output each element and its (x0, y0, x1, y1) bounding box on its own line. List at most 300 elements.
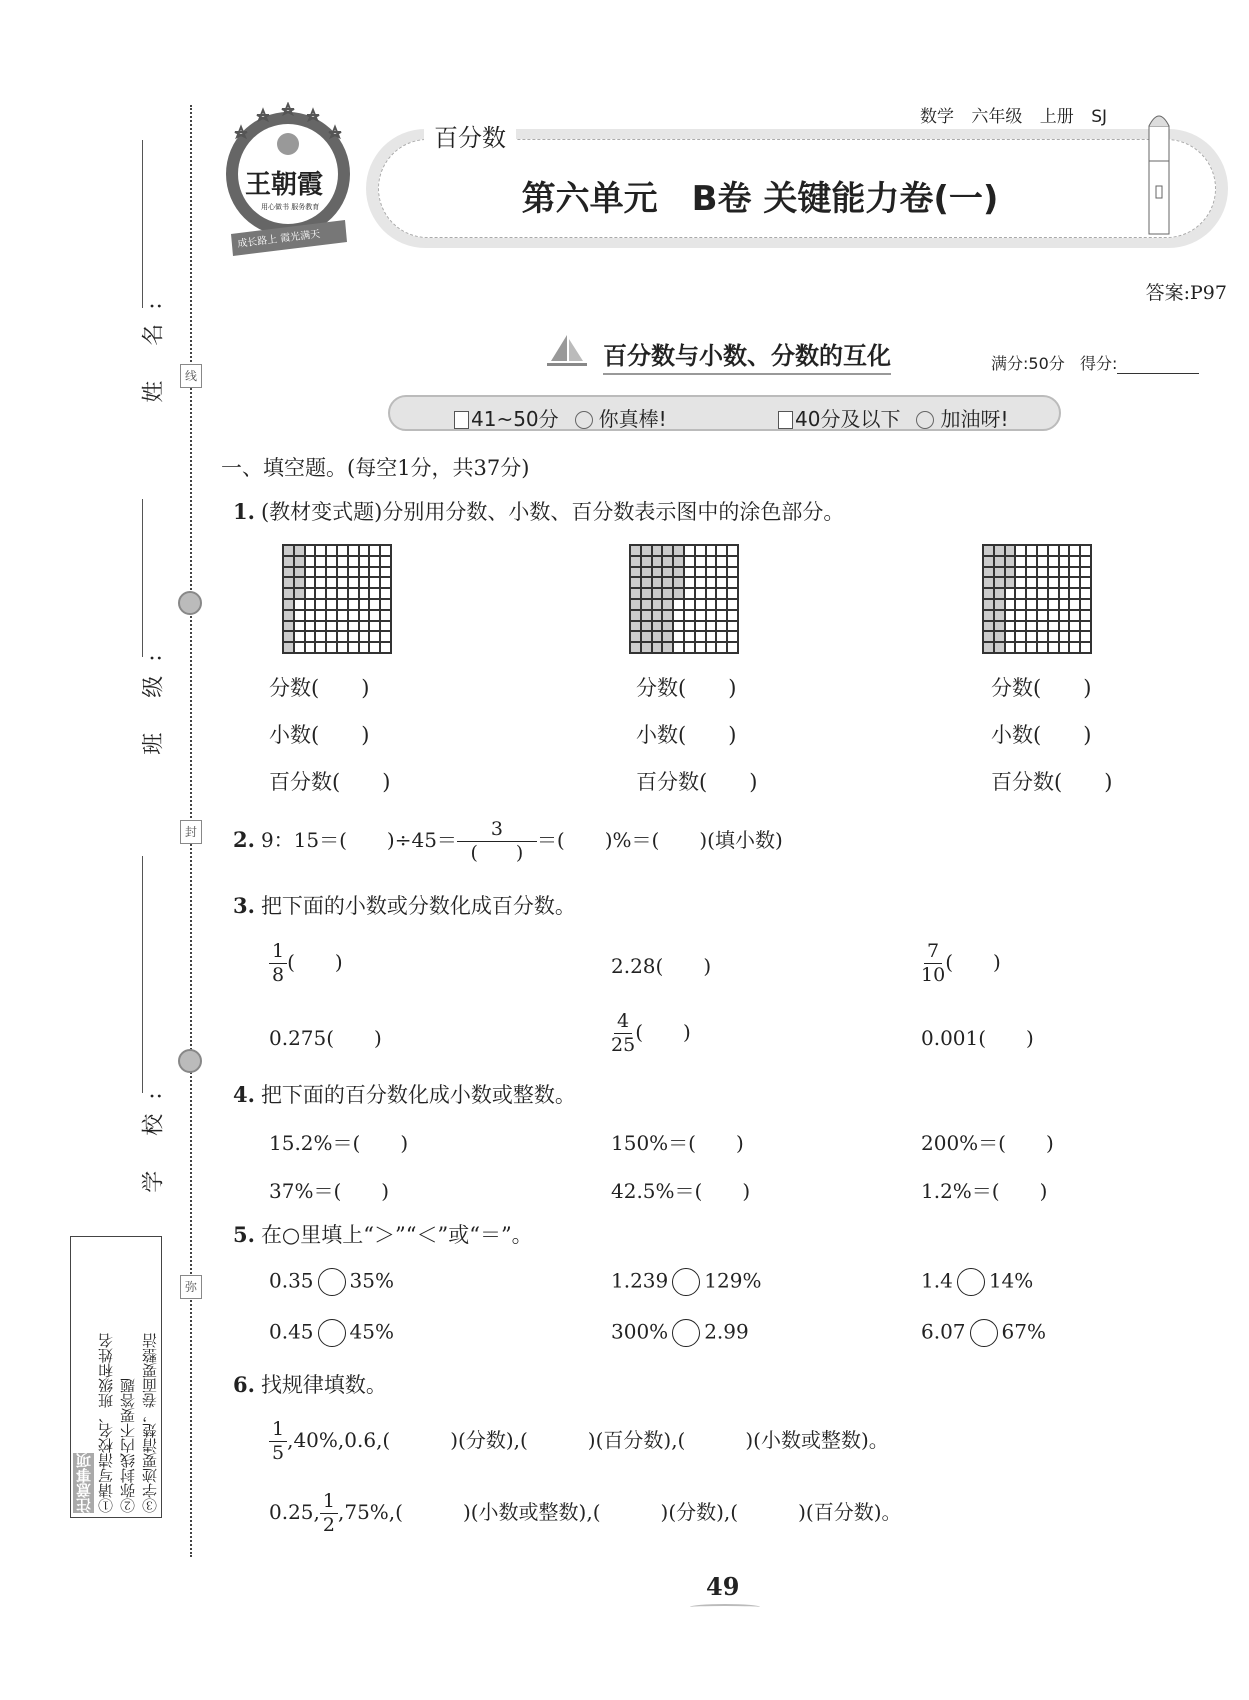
compare-circle[interactable] (672, 1319, 700, 1347)
logo-name: 王朝霞 (245, 170, 324, 200)
grid-cell (695, 567, 706, 578)
grid-cell (706, 545, 717, 556)
brand-logo (221, 102, 355, 262)
grid-cell (380, 599, 391, 610)
grid-cell (1015, 610, 1026, 621)
grid-cell (695, 545, 706, 556)
cheer-face-icon (916, 411, 934, 429)
answer-blank[interactable]: 2.28( ) (611, 954, 712, 978)
grid-cell (684, 642, 695, 653)
grid-cell (1026, 610, 1037, 621)
class-field[interactable] (142, 499, 143, 657)
grid-cell (1069, 567, 1080, 578)
grid-cell (326, 567, 337, 578)
grid-cell (348, 621, 359, 632)
right-value: 129% (704, 1268, 762, 1293)
grid-cell (727, 610, 738, 621)
grid-cell (1080, 577, 1091, 588)
grid-cell (1005, 556, 1016, 567)
grid-cell (727, 631, 738, 642)
grid-cell (1005, 610, 1016, 621)
grid-cell (983, 642, 994, 653)
grid-cell (641, 567, 652, 578)
grid-cell (673, 588, 684, 599)
full-score: 满分:50分 (991, 354, 1065, 373)
grid-cell (983, 588, 994, 599)
grid-cell (684, 577, 695, 588)
rating-low-message: 加油呀! (940, 407, 1009, 431)
conversion-item (921, 940, 1001, 987)
compare-circle[interactable] (672, 1268, 700, 1296)
rating-low-checkbox[interactable] (778, 411, 793, 429)
grid-cell (337, 631, 348, 642)
answer-fraction[interactable]: 分数( ) (991, 676, 1092, 700)
class-label: 班 级: (141, 640, 167, 755)
grid-cell (1048, 545, 1059, 556)
grid-cell (983, 556, 994, 567)
grid-cell (315, 556, 326, 567)
grid-cell (1037, 556, 1048, 567)
grid-cell (1026, 631, 1037, 642)
grid-cell (326, 642, 337, 653)
grid-cell (283, 588, 294, 599)
grid-cell (1005, 545, 1016, 556)
pattern-row (269, 1418, 889, 1465)
compare-item (921, 1268, 1033, 1296)
grid-cell (716, 599, 727, 610)
compare-item (921, 1319, 1046, 1347)
grid-cell (337, 588, 348, 599)
grid-cell (662, 588, 673, 599)
grid-cell (706, 621, 717, 632)
answer-decimal[interactable]: 小数( ) (636, 723, 737, 747)
compare-item (269, 1268, 394, 1296)
note-item: ③字迹要清楚，卷面要整洁 (141, 1333, 159, 1513)
grid-cell (1037, 642, 1048, 653)
grid-cell (716, 556, 727, 567)
grid-cell (337, 642, 348, 653)
answer-blank[interactable]: 15.2%＝( ) (269, 1131, 409, 1155)
denominator: 2 (322, 1513, 335, 1536)
grid-cell (994, 556, 1005, 567)
grid-cell (305, 642, 316, 653)
grid-cell (716, 610, 727, 621)
grid-cell (1037, 577, 1048, 588)
grid-cell (1015, 545, 1026, 556)
score-info (991, 351, 1199, 374)
numerator: 1 (320, 1490, 338, 1514)
grid-cell (1026, 567, 1037, 578)
numerator: 3 (457, 818, 537, 842)
section-title: 百分数与小数、分数的互化 (603, 336, 891, 375)
grid-cell (684, 631, 695, 642)
grid-cell (326, 621, 337, 632)
grid-cell (1048, 642, 1059, 653)
grid-cell (380, 588, 391, 599)
grid-cell (706, 567, 717, 578)
page-title: 第六单元 B卷 关键能力卷(一) (521, 179, 999, 219)
score-label: 得分: (1080, 354, 1118, 373)
grid-cell (706, 599, 717, 610)
grid-cell (305, 556, 316, 567)
hundred-grid (629, 544, 739, 654)
grid-cell (673, 599, 684, 610)
school-field[interactable] (142, 856, 143, 1093)
grid-cell (283, 567, 294, 578)
grid-cell (716, 545, 727, 556)
answer-decimal[interactable]: 小数( ) (269, 723, 370, 747)
grid-cell (294, 621, 305, 632)
grid-cell (294, 556, 305, 567)
grid-cell (380, 610, 391, 621)
grid-cell (652, 588, 663, 599)
grid-cell (630, 567, 641, 578)
grid-cell (716, 631, 727, 642)
conversion-item (269, 940, 343, 987)
grid-cell (673, 577, 684, 588)
grid-cell (369, 621, 380, 632)
grid-cell (695, 631, 706, 642)
grid-cell (983, 567, 994, 578)
smiley-icon (178, 1049, 202, 1073)
grid-cell (994, 577, 1005, 588)
rating-high-message: 你真棒! (598, 407, 667, 431)
grid-cell (994, 621, 1005, 632)
conversion-item (611, 1010, 691, 1057)
grid-cell (673, 556, 684, 567)
grid-cell (716, 588, 727, 599)
pattern-start: 0.25, (269, 1499, 320, 1524)
grid-cell (1059, 567, 1070, 578)
grid-cell (326, 577, 337, 588)
grid-cell (727, 642, 738, 653)
grid-cell (369, 577, 380, 588)
answer-decimal[interactable]: 小数( ) (991, 723, 1092, 747)
pattern-sequence[interactable]: ,40%,0.6,( )(分数),( )(百分数),( )(小数或整数)。 (287, 1427, 889, 1452)
answer-percent[interactable]: 百分数( ) (991, 770, 1113, 794)
grid-cell (337, 577, 348, 588)
topic-label: 百分数 (424, 118, 516, 153)
question-text: (教材变式题)分别用分数、小数、百分数表示图中的涂色部分。 (260, 500, 845, 524)
grid-cell (1059, 556, 1070, 567)
grid-cell (1005, 599, 1016, 610)
grid-cell (1037, 567, 1048, 578)
answer-blank[interactable]: 9：15＝( )÷45＝ (260, 827, 457, 852)
grid-cell (326, 599, 337, 610)
grid-cell (1037, 545, 1048, 556)
grid-cell (1080, 621, 1091, 632)
compare-circle[interactable] (318, 1319, 346, 1347)
grid-cell (348, 556, 359, 567)
answer-blank[interactable]: 37%＝( ) (269, 1179, 390, 1203)
grid-cell (641, 556, 652, 567)
grid-cell (673, 567, 684, 578)
grid-cell (326, 545, 337, 556)
numerator: 1 (269, 940, 287, 964)
answer-blank[interactable]: ＝( )%＝( )(填小数) (536, 827, 783, 852)
grid-cell (1069, 577, 1080, 588)
grid-cell (359, 631, 370, 642)
grid-cell (380, 545, 391, 556)
grid-cell (1048, 567, 1059, 578)
question-number: 2. (233, 826, 255, 852)
grid-cell (662, 577, 673, 588)
grid-cell (305, 545, 316, 556)
grid-cell (695, 610, 706, 621)
answer-blank[interactable]: ( ) (945, 949, 1001, 974)
seal-marker: 线 (180, 364, 202, 388)
grid-cell (369, 599, 380, 610)
answer-percent[interactable]: 百分数( ) (636, 770, 758, 794)
grid-cell (652, 599, 663, 610)
grid-cell (652, 567, 663, 578)
grid-cell (1069, 610, 1080, 621)
grid-cell (684, 588, 695, 599)
answer-fraction[interactable]: 分数( ) (269, 676, 370, 700)
grid-cell (630, 599, 641, 610)
grid-cell (1069, 599, 1080, 610)
grid-cell (326, 556, 337, 567)
denominator: 10 (921, 963, 946, 986)
smiley-icon (575, 411, 593, 429)
grid-cell (1069, 588, 1080, 599)
grid-cell (727, 577, 738, 588)
pattern-sequence[interactable]: ,75%,( )(小数或整数),( )(分数),( )(百分数)。 (337, 1499, 902, 1524)
grid-cell (1015, 642, 1026, 653)
denominator-blank[interactable]: ( ) (470, 841, 524, 864)
grid-cell (673, 545, 684, 556)
grid-cell (1005, 642, 1016, 653)
grid-cell (1059, 545, 1070, 556)
grid-cell (348, 588, 359, 599)
grid-cell (641, 588, 652, 599)
grid-cell (283, 610, 294, 621)
grid-cell (315, 610, 326, 621)
grid-cell (684, 610, 695, 621)
grid-cell (1080, 556, 1091, 567)
answer-blank[interactable]: ( ) (287, 949, 343, 974)
conversion-item (921, 1022, 1034, 1051)
grid-cell (326, 588, 337, 599)
grid-cell (662, 642, 673, 653)
grid-cell (652, 610, 663, 621)
compare-circle[interactable] (318, 1268, 346, 1296)
grid-cell (641, 610, 652, 621)
answer-fraction[interactable]: 分数( ) (636, 676, 737, 700)
note-item: ①请写清校名、班级和姓名 (97, 1333, 115, 1513)
grid-cell (994, 610, 1005, 621)
left-value: 0.45 (269, 1319, 314, 1344)
compare-item (269, 1319, 394, 1347)
grid-cell (641, 599, 652, 610)
grid-cell (359, 545, 370, 556)
grid-cell (305, 621, 316, 632)
grid-cell (1059, 621, 1070, 632)
answer-blank[interactable]: 150%＝( ) (611, 1131, 744, 1155)
grid-cell (706, 631, 717, 642)
grid-cell (294, 567, 305, 578)
grid-cell (662, 567, 673, 578)
grid-cell (662, 610, 673, 621)
grid-cell (652, 642, 663, 653)
answer-blank[interactable]: 1.2%＝( ) (921, 1179, 1048, 1203)
grid-cell (315, 631, 326, 642)
answer-blank[interactable]: 42.5%＝( ) (611, 1179, 751, 1203)
grid-cell (983, 545, 994, 556)
score-field[interactable] (1117, 358, 1199, 374)
grid-cell (1026, 599, 1037, 610)
question-text: 把下面的百分数化成小数或整数。 (260, 1083, 576, 1107)
grid-cell (380, 556, 391, 567)
numerator: 4 (614, 1010, 632, 1034)
right-value: 14% (988, 1268, 1034, 1293)
grid-cell (695, 577, 706, 588)
grid-cell (305, 599, 316, 610)
grid-cell (359, 621, 370, 632)
compare-circle[interactable] (970, 1319, 998, 1347)
question-1 (233, 496, 844, 526)
question-6 (233, 1369, 387, 1399)
grid-cell (994, 631, 1005, 642)
grid-cell (315, 577, 326, 588)
grid-cell (652, 577, 663, 588)
grid-cell (359, 556, 370, 567)
grid-cell (1069, 556, 1080, 567)
grid-cell (1069, 631, 1080, 642)
grid-cell (1026, 588, 1037, 599)
grid-cell (994, 588, 1005, 599)
grid-cell (1015, 588, 1026, 599)
grid-cell (641, 631, 652, 642)
grid-cell (315, 567, 326, 578)
grid-cell (1005, 631, 1016, 642)
grid-cell (1015, 631, 1026, 642)
grid-cell (1037, 588, 1048, 599)
grid-cell (1026, 545, 1037, 556)
grid-cell (294, 642, 305, 653)
grid-cell (662, 631, 673, 642)
grid-cell (706, 556, 717, 567)
grid-cell (652, 621, 663, 632)
grid-cell (294, 577, 305, 588)
grid-cell (305, 588, 316, 599)
grid-cell (337, 610, 348, 621)
grid-cell (315, 621, 326, 632)
compare-circle[interactable] (957, 1268, 985, 1296)
logo-slogan: 用心做书 服务教育 (261, 203, 320, 211)
question-5 (233, 1219, 533, 1249)
grid-cell (983, 577, 994, 588)
grid-cell (315, 642, 326, 653)
grid-cell (283, 642, 294, 653)
grid-cell (315, 545, 326, 556)
grid-cell (1069, 545, 1080, 556)
name-label: 姓 名: (141, 288, 167, 403)
grid-cell (359, 642, 370, 653)
answer-blank[interactable]: 0.275( ) (269, 1026, 382, 1050)
grid-cell (662, 556, 673, 567)
left-value: 1.4 (921, 1268, 953, 1293)
grid-cell (994, 545, 1005, 556)
grid-cell (652, 631, 663, 642)
grid-cell (1080, 545, 1091, 556)
grid-cell (706, 588, 717, 599)
answer-blank[interactable]: 200%＝( ) (921, 1131, 1054, 1155)
grid-cell (983, 631, 994, 642)
grid-cell (348, 642, 359, 653)
grid-cell (641, 642, 652, 653)
name-field[interactable] (142, 140, 143, 308)
answer-percent[interactable]: 百分数( ) (269, 770, 391, 794)
grid-cell (283, 577, 294, 588)
question-number: 3. (233, 893, 255, 918)
grid-cell (1069, 621, 1080, 632)
school-label: 学 校: (141, 1078, 167, 1193)
question-3 (233, 890, 576, 920)
grid-cell (294, 631, 305, 642)
grid-cell (630, 545, 641, 556)
grid-cell (337, 621, 348, 632)
grid-cell (337, 545, 348, 556)
grid-cell (695, 599, 706, 610)
grid-cell (294, 599, 305, 610)
rating-high-checkbox[interactable] (454, 411, 469, 429)
grid-cell (727, 599, 738, 610)
grid-cell (706, 642, 717, 653)
grid-cell (369, 642, 380, 653)
grid-cell (283, 621, 294, 632)
question-number: 1. (233, 499, 255, 524)
right-value: 2.99 (704, 1319, 749, 1344)
grid-cell (1037, 610, 1048, 621)
grid-cell (1048, 556, 1059, 567)
answer-blank[interactable]: 0.001( ) (921, 1026, 1034, 1050)
conversion-item (269, 1022, 382, 1051)
grid-cell (1037, 631, 1048, 642)
grid-cell (348, 567, 359, 578)
grid-cell (641, 545, 652, 556)
grid-cell (652, 556, 663, 567)
grid-cell (305, 567, 316, 578)
grid-cell (1059, 577, 1070, 588)
answer-blank[interactable]: ( ) (635, 1019, 691, 1044)
grid-cell (1059, 588, 1070, 599)
grid-cell (994, 567, 1005, 578)
grid-cell (684, 556, 695, 567)
hundred-grid (282, 544, 392, 654)
seal-marker: 弥 (180, 1275, 202, 1299)
grid-cell (630, 577, 641, 588)
grid-cell (337, 567, 348, 578)
pattern-row (269, 1490, 902, 1537)
question-text: 找规律填数。 (260, 1373, 387, 1397)
grid-cell (727, 556, 738, 567)
logo-ribbon: 成长路上 霞光满天 (236, 228, 321, 251)
question-2 (233, 818, 783, 865)
page-number: 49 (706, 1572, 740, 1601)
right-value: 35% (349, 1268, 394, 1293)
grid-cell (1080, 599, 1091, 610)
grid-cell (1080, 631, 1091, 642)
question-number: 4. (233, 1082, 255, 1107)
grid-cell (369, 588, 380, 599)
grid-cell (716, 621, 727, 632)
grid-cell (1005, 588, 1016, 599)
grid-cell (326, 631, 337, 642)
grid-cell (1048, 599, 1059, 610)
grid-cell (348, 577, 359, 588)
denominator: 5 (272, 1441, 285, 1464)
